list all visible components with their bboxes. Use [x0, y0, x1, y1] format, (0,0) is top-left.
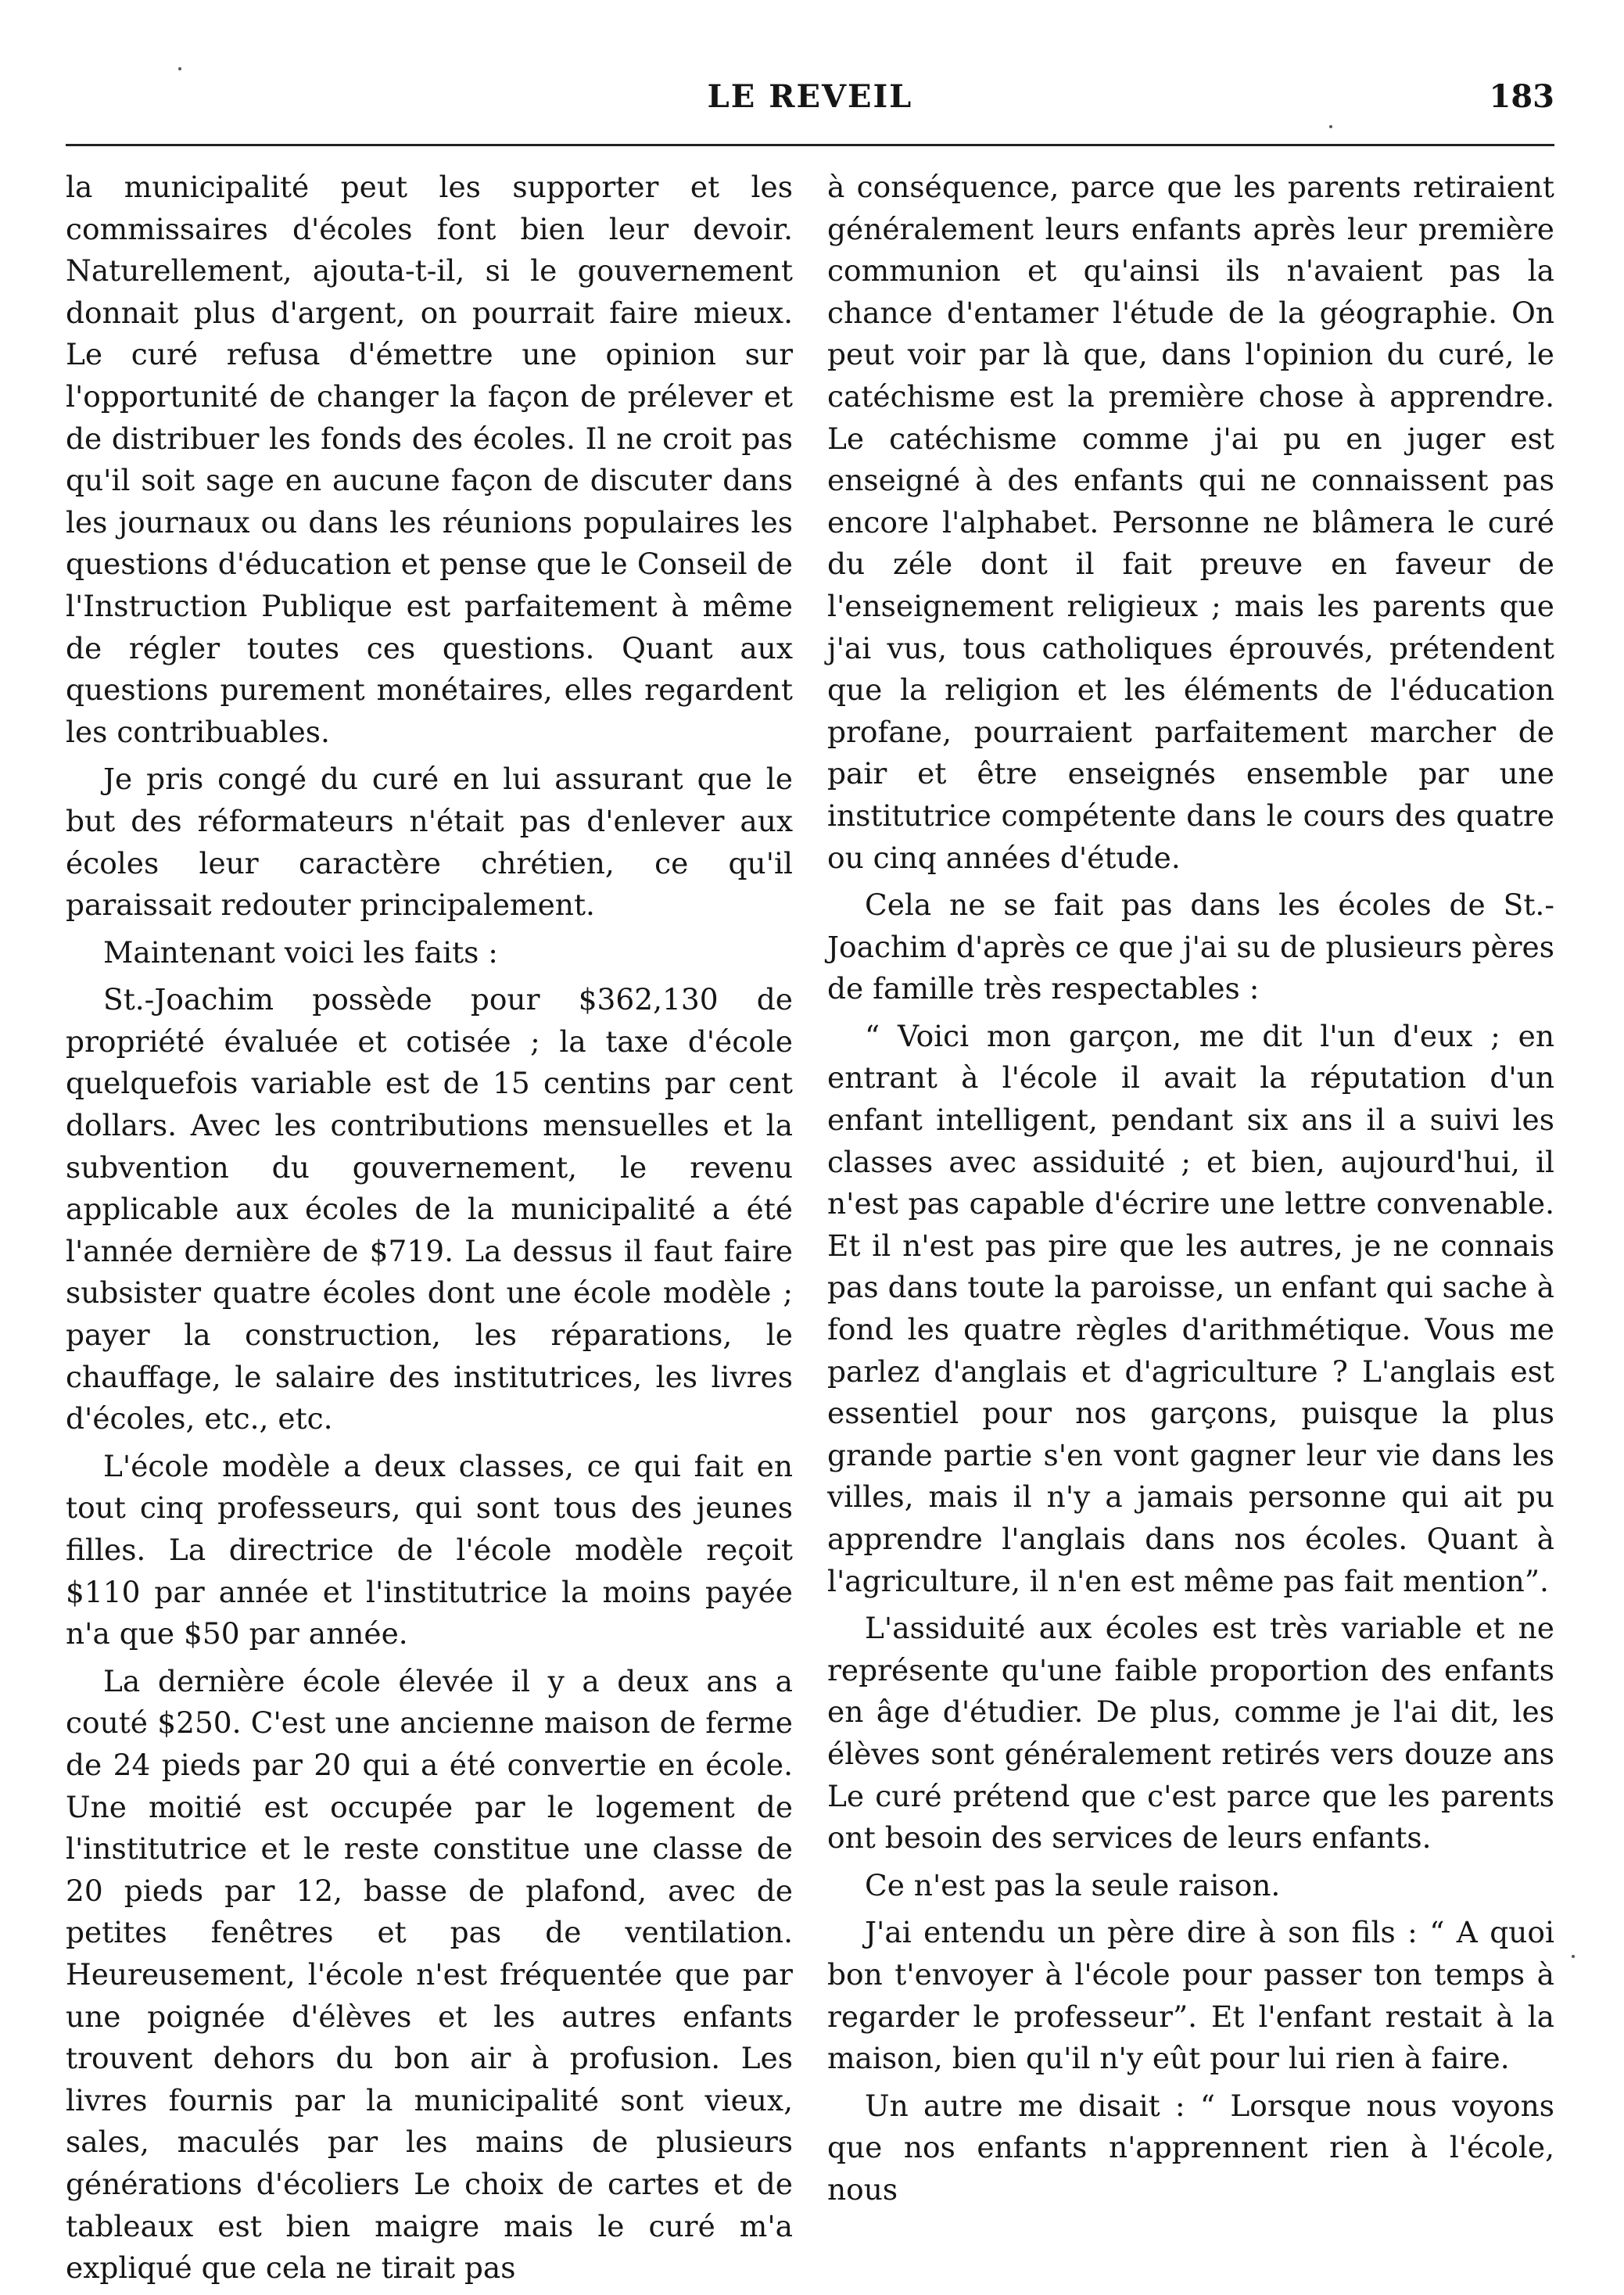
running-title: LE REVEIL	[707, 78, 913, 115]
print-speck	[178, 67, 181, 70]
paragraph: L'école modèle a deux classes, ce qui fait en tout cinq professeurs, qui sont tous des jeunes filles. La directrice de l'école modèle reçoit $110 par année et l'institutrice la moins payée n'a que $50 par année.	[66, 1448, 793, 1651]
paragraph: L'assiduité aux écoles est très variable et ne représente qu'une faible proportion des enfants en âge d'étudier. De plus, comme je l'ai dit, les élèves sont généralement retirés vers douze ans Le curé prétend que c'est parce que les parents ont besoin des services de leurs enfants.	[827, 1611, 1554, 1856]
left-column	[66, 167, 793, 2295]
paragraph: la municipalité peut les supporter et les commissaires d'écoles font bien leur devoir. Naturellement, ajouta-t-il, si le gouvernement donnait plus d'argent, on pourrait faire mieux. Le curé refusa d'émettre une opinion sur l'opportunité de changer la façon de prélever et de distribuer les fonds des écoles. Il ne croit pas qu'il soit sage en aucune façon de discuter dans les journaux ou dans les réunions populaires les questions d'éducation et pense que le Conseil de l'Instruction Publique est parfaitement à même de régler toutes ces questions. Quant aux questions purement monétaires, elles regardent les contribuables.	[66, 170, 793, 749]
paragraph: Cela ne se fait pas dans les écoles de St.-Joachim d'après ce que j'ai su de plusieurs pères de famille très respectables :	[827, 888, 1554, 1006]
paragraph: J'ai entendu un père dire à son fils : “ A quoi bon t'envoyer à l'école pour passer ton temps à regarder le professeur”. Et l'enfant restait à la maison, bien qu'il n'y eût pour lui rien à faire.	[827, 1915, 1554, 2076]
print-speck	[1572, 1955, 1575, 1958]
paragraph: St.-Joachim possède pour $362,130 de propriété évaluée et cotisée ; la taxe d'école quelquefois variable est de 15 centins par cent dollars. Avec les contributions mensuelles et la subvention du gouvernement, le revenu applicable aux écoles de la municipalité a été l'année dernière de $719. La dessus il faut faire subsister quatre écoles dont une école modèle ; payer la construction, les réparations, le chauffage, le salaire des institutrices, les livres d'écoles, etc., etc.	[66, 982, 793, 1436]
paragraph: “ Voici mon garçon, me dit l'un d'eux ; en entrant à l'école il avait la réputation d'un enfant intelligent, pendant six ans il a suivi les classes avec assiduité ; et bien, aujourd'hui, il n'est pas capable d'écrire une lettre convenable. Et il n'est pas pire que les autres, je ne connais pas dans toute la paroisse, un enfant qui sache à fond les quatre règles d'arithmétique. Vous me parlez d'anglais et d'agriculture ? L'anglais est essentiel pour nos garçons, puisque la plus grande partie s'en vont gagner leur vie dans les villes, mais il n'y a jamais personne qui ait pu apprendre l'anglais dans nos écoles. Quant à l'agriculture, il n'en est même pas fait mention”.	[827, 1018, 1554, 1598]
paragraph: Un autre me disait : “ Lorsque nous voyons que nos enfants n'apprennent rien à l'école, nous	[827, 2088, 1554, 2207]
paragraph: Ce n'est pas la seule raison.	[865, 1867, 1281, 1902]
print-speck	[1329, 125, 1332, 128]
paragraph: Je pris congé du curé en lui assurant que le but des réformateurs n'était pas d'enlever aux écoles leur caractère chrétien, ce qu'il paraissait redouter principalement.	[66, 762, 793, 923]
right-column	[827, 167, 1554, 2217]
paragraph: Maintenant voici les faits :	[103, 934, 498, 970]
header-rule	[66, 144, 1554, 146]
paragraph: à conséquence, parce que les parents retiraient généralement leurs enfants après leur première communion et qu'ainsi ils n'avaient pas la chance d'entamer l'étude de la géographie. On peut voir par là que, dans l'opinion du curé, le catéchisme est la première chose à apprendre. Le catéchisme comme j'ai pu en juger est enseigné à des enfants qui ne connaissent pas encore l'alphabet. Personne ne blâmera le curé du zéle dont il fait preuve en faveur de l'enseignement religieux ; mais les parents que j'ai vus, tous catholiques éprouvés, prétendent que la religion et les éléments de l'éducation profane, pourraient parfaitement marcher de pair et être enseignés ensemble par une institutrice compétente dans le cours des quatre ou cinq années d'étude.	[827, 170, 1554, 875]
paragraph: La dernière école élevée il y a deux ans a couté $250. C'est une ancienne maison de ferme de 24 pieds par 20 qui a été convertie en école. Une moitié est occupée par le logement de l'institutrice et le reste constitue une classe de 20 pieds par 12, basse de plafond, avec de petites fenêtres et pas de ventilation. Heureusement, l'école n'est fréquentée que par une poignée d'élèves et les autres enfants trouvent dehors du bon air à profusion. Les livres fournis par la municipalité sont vieux, sales, maculés par les mains de plusieurs générations d'écoliers Le choix de cartes et de tableaux est bien maigre mais le curé m'a expliqué que cela ne tirait pas	[66, 1663, 793, 2286]
page-number: 183	[1489, 78, 1554, 115]
